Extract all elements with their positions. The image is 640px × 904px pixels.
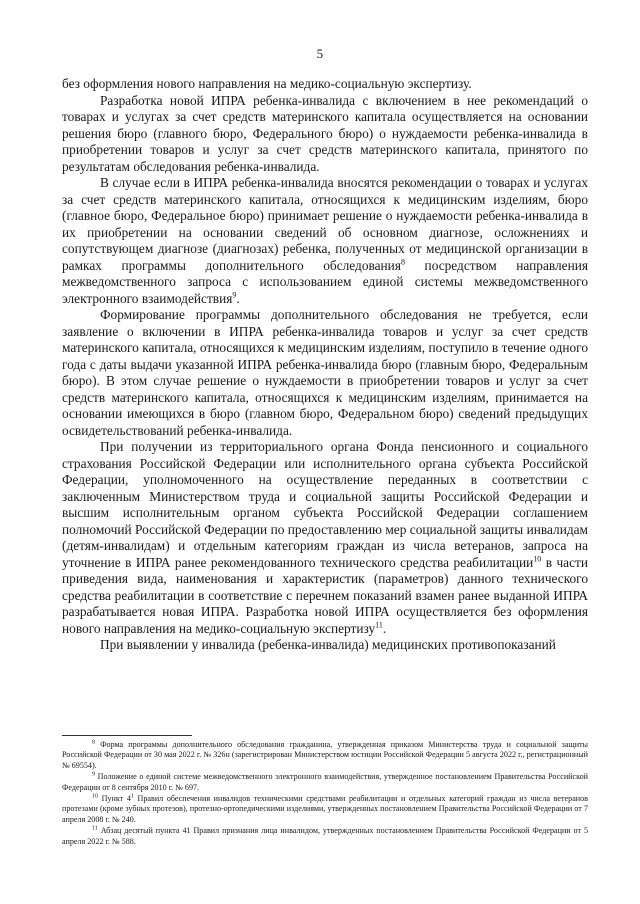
footnote-ref: 11 <box>375 620 383 630</box>
paragraph: Формирование программы дополнительного обследования не требуется, если заявление о включении в ИПРА ребенка-инвалида товаров и услуг за счет средств материнского капитала, относящихся к медицинским изделиям, поступило в течение одного года с даты выдачи указанной ИПРА ребенка-инвалида бюро (главным бюро, Федеральным бюро). В этом случае решение о нуждаемости в приобретении товаров и услуг за счет средств материнского капитала, относящихся к медицинским изделиям, принимается на основании имеющихся в бюро (главном бюро, Федеральном бюро) сведений предыдущих освидетельствований ребенка-инвалида. <box>62 307 588 438</box>
paragraph: При выявлении у инвалида (ребенка-инвалида) медицинских противопоказаний <box>100 637 556 652</box>
footnote: $^8$ Форма программы дополнительного обследования гражданина, утвержденная приказом Министерства труда и социальной защиты Российской Федерации от 30 мая 2022 г. № 326н (зарегистрирован Министерством юстиции Российской Федерации 5 августа 2022 г., регистрационный № 69554). <box>62 739 588 770</box>
page-number: 5 <box>316 46 324 61</box>
footnote-divider <box>62 735 192 736</box>
footnotes <box>62 740 588 848</box>
paragraph: В случае если в ИПРА ребенка-инвалида вносятся рекомендации о товарах и услугах за счет средств материнского капитала, относящихся к медицинским изделиям, бюро (главное бюро, Федеральное бюро) принимает решение о нуждаемости ребенка-инвалида в их приобретении на основании сведений об основном диагнозе, осложнениях и сопутствующем диагнозе (диагнозах) ребенка, полученных от медицинской организации в рамках программы дополнительного обследования$^8$ посредством направления межведомственного запроса с использованием единой системы межведомственного электронного взаимодействия$^9$. <box>62 175 588 306</box>
footnote-ref: 10 <box>533 554 542 564</box>
document-body <box>62 76 588 654</box>
footnote: $^{11}$ Абзац десятый пункта 41 Правил признания лица инвалидом, утвержденных постановлением Правительства Российской Федерации от 5 апреля 2022 г. № 588. <box>62 825 588 846</box>
footnote-ref: 9 <box>232 290 237 300</box>
footnote: $^9$ Положение о единой системе межведомственного электронного взаимодействия, утвержденное постановлением Правительства Российской Федерации от 8 сентября 2010 г. № 697. <box>62 771 588 792</box>
paragraph: Разработка новой ИПРА ребенка-инвалида с включением в нее рекомендаций о товарах и услугах за счет средств материнского капитала осуществляется на основании решения бюро (главного бюро, Федерального бюро) о нуждаемости ребенка-инвалида в приобретении товаров и услуг за счет средств материнского капитала, принятого по результатам обследования ребенка-инвалида. <box>62 92 588 174</box>
paragraph: без оформления нового направления на медико-социальную экспертизу. <box>62 76 472 91</box>
footnote-ref: 8 <box>400 257 405 267</box>
footnote: $^{10}$ Пункт $4^1$ Правил обеспечения инвалидов техническими средствами реабилитации и отдельных категорий граждан из числа ветеранов протезами (кроме зубных протезов), протезно-ортопедическими изделиями, утвержденных постановлением Правительства Российской Федерации от 7 апреля 2008 г. № 240. <box>62 793 588 824</box>
paragraph: При получении из территориального органа Фонда пенсионного и социального страхования Российской Федерации или исполнительного органа субъекта Российской Федерации, уполномоченного на осуществление переданных в соответствии с заключенным Министерством труда и социальной защиты Российской Федерации и высшим исполнительным органом субъекта Российской Федерации соглашением полномочий Российской Федерации по предоставлению мер социальной защиты инвалидам (детям-инвалидам) и отдельным категориям граждан из числа ветеранов, запроса на уточнение в ИПРА ранее рекомендованного технического средства реабилитации$^{10}$ в части приведения вида, наименования и характеристик (параметров) данного технического средства реабилитации в соответствие с перечнем показаний взамен ранее выданной ИПРА разрабатывается новая ИПРА. Разработка новой ИПРА осуществляется без оформления нового направления на медико-социальную экспертизу$^{11}$. <box>62 439 588 636</box>
